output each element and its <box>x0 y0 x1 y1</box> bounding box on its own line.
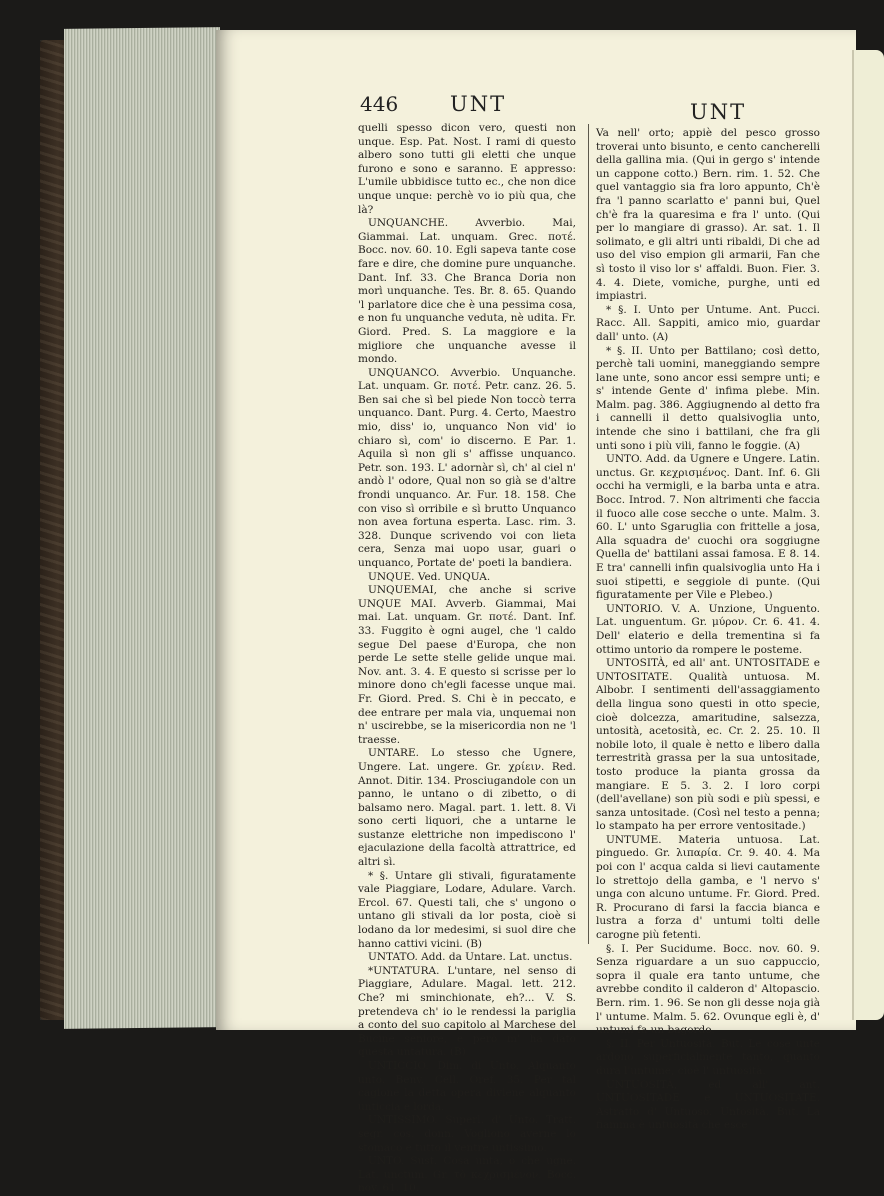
entry-untuosita: UNTUOSITÀ, ed all' ant. UNTUOSITADE e UNTUOSITATE. Astratto d' Untuoso. Untosità. But. La fiamma è untuosità che esce <box>596 1078 820 1132</box>
entry-untatura: *UNTATURA. L'untare, nel senso di Piaggiare, Adulare. Magal. lett. 212. Che? mi sminchionate, eh?... V. S. pretendeva ch' io le rendessi la pariglia a conto del suo capitolo al Marchese del Bucine seniore, e però m' ha dato questa untatura. (B) <box>358 964 576 1059</box>
right-headword: UNT <box>690 100 747 124</box>
entry-untissimo: UNTISSIMO. Superl. d' Unto. Tratt. segr. cos. donn. Vogliono averne lo stomaco e tutto il ventre untissimo. <box>358 1114 576 1154</box>
entry-untume-sub1: §. I. Per Sucidume. Bocc. nov. 60. 9. Senza riguardare a un suo cappuccio, sopra il quale era tanto untume, che avrebbe condito il calderon d' Altopascio. Bern. rim. 1. 96. Se non gli desse noja già l' untume. Malm. 5. 62. Ovunque egli è, d' untumi fa un bagordo. <box>596 942 820 1037</box>
entry-paragraph: quelli spesso dicon vero, questi non unque. Esp. Pat. Nost. I rami di questo albero sono tutti gli eletti che unque furono e sono e saranno. E appresso: L'umile ubbidisce tutto ec., che non dice unque unque: perchè vo io più qua, che là? <box>358 122 576 216</box>
entry-untume-sub2: §. II. Per Untuosità. But. Le cose unte ardono superficialmente tanto, quanto dura l'untume, cioè l' untuosità. <box>596 1037 820 1077</box>
entry-unquanche: UNQUANCHE. Avverbio. Mai, Giammai. Lat. unquam. Grec. ποτέ. Bocc. nov. 60. 10. Egli sapeva tante cose fare e dire, che domine pure unquanche. Dant. Inf. 33. Che Branca Doria non morì unquanche. Tes. Br. 8. 65. Quando 'l parlatore dice che è una pessima cosa, e non fu unquanche veduta, nè udita. Fr. Giord. Pred. S. La maggiore e la migliore che unquanche avesse il mondo. <box>358 217 576 366</box>
entry-unto-sust: UNTO. Sust. Cosa unta, o che ugne. Lat. unctum. Gr. τὸ κεχρισμένον. Bocc. nov. 61. 10. <box>358 1155 576 1195</box>
left-column <box>358 122 576 1195</box>
entry-untare: UNTARE. Lo stesso che Ugnere, Ungere. Lat. ungere. Gr. χρίειν. Red. Annot. Ditir. 134. Prosciugandole con un panno, le untano o di zibetto, o di balsamo nero. Magal. part. 1. lett. 8. Vi sono certi liquori, che a untarne le sustanze elettriche non impediscono l' ejaculazione della facoltà attrattrice, ed altri sì. <box>358 747 576 869</box>
entry-untorio: UNTORIO. V. A. Unzione, Unguento. Lat. unguentum. Gr. μύρον. Cr. 6. 41. 4. Dell' elaterio e della trementina si fa ottimo untorio da rompere le posteme. <box>596 602 820 656</box>
entry-untume: UNTUME. Materia untuosa. Lat. pinguedo. Gr. λιπαρία. Cr. 9. 40. 4. Ma poi con l' acqua calda si lievi cautamente lo strettojo della gamba, e 'l nervo s' unga con alcuno untume. Fr. Giord. Pred. R. Procurano di farsi la faccia bianca e lustra a forza d' untumi tolti delle carogne più fetenti. <box>596 833 820 942</box>
right-column <box>596 127 820 1132</box>
running-header <box>360 92 760 124</box>
entry-unto-sub2: * §. II. Unto per Battilano; così detto, perchè tali uomini, maneggiando sempre lane unte, sono ancor essi sempre unti; e s' intende Gente d' infima plebe. Min. Malm. pag. 386. Aggiugnendo al detto fra i cannelli il detto qualsivoglia unto, intende che sino i battilani, che fra gli unti sono i più vili, fanno le foggie. (A) <box>596 344 820 452</box>
entry-paragraph: Va nell' orto; appiè del pesco grosso troverai unto bisunto, e cento cancherelli della gallina mia. (Qui in gergo s' intende un cappone cotto.) Bern. rim. 1. 52. Che quel vantaggio sia fra loro appunto, Ch'è fra 'l panno scarlatto e' panni bui, Quel ch'è fra la quaresima e fra l' unto. (Qui per lo mangiare di grasso). Ar. sat. 1. Il solimato, e gli altri unti ribaldi, Di che ad uso del viso empion gli armarii, Fan che sì tosto il viso lor s' affaldi. Buon. Fier. 3. 4. 4. Diete, vomiche, purghe, unti ed impiastri. <box>596 127 820 303</box>
entry-untare-sub: * §. Untare gli stivali, figuratamente vale Piaggiare, Lodare, Adulare. Varch. Ercol. 67. Questi tali, che s' ungono o untano gli stivali da lor posta, cioè si lodano da lor medesimi, si suol dire che hanno cattivi vicini. (B) <box>358 869 576 950</box>
facing-page-edge <box>852 50 884 1020</box>
entry-unto-sub1: * §. I. Unto per Untume. Ant. Pucci. Racc. All. Sappiti, amico mio, guardar dall' unto. (A) <box>596 303 820 343</box>
entry-unquanco: UNQUANCO. Avverbio. Unquanche. Lat. unquam. Gr. ποτέ. Petr. canz. 26. 5. Ben sai che sì bel piede Non toccò terra unquanco. Dant. Purg. 4. Certo, Maestro mio, diss' io, unquanco Non vid' io chiaro sì, com' io discerno. E Par. 1. Aquila sì non gli s' affisse unquanco. Petr. son. 193. L' adornàr sì, ch' al ciel n' andò l' odore, Qual non so già se d'altre frondi unquanco. Ar. Fur. 18. 158. Che con viso sì orribile e sì brutto Unquanco non avea fortuna esperta. Lasc. rim. 3. 328. Dunque scrivendo voi con lieta cera, Senza mai uopo usar, guari o unquanco, Portate de' poeti la bandiera. <box>358 366 576 569</box>
entry-unquemai: UNQUEMAI, che anche si scrive UNQUE MAI. Avverb. Giammai, Mai mai. Lat. unquam. Gr. ποτέ. Dant. Inf. 33. Fuggito è ogni augel, che 'l caldo segue Del paese d'Europa, che non perde Le sette stelle gelide unque mai. Nov. ant. 3. 4. E questo si scrisse per lo minore dono ch'egli facesse unque mai. Fr. Giord. Pred. S. Chi è in peccato, e dee entrare per mala via, unquemai non n' uscirebbe, se la misericordia non ne 'l traesse. <box>358 584 576 746</box>
left-headword: UNT <box>450 92 507 116</box>
page-number: 446 <box>360 92 399 116</box>
entry-unticcio: UNTICCIO. Dim. di Unto. Alquanto unto. Benv. Cell. Oref. 35. Per tal cagione la detta opera diviene alquanto unticcia e lorda. <box>358 1059 576 1113</box>
entry-unque: UNQUE. Ved. UNQUA. <box>368 570 491 583</box>
entry-untosita: UNTOSITÀ, ed all' ant. UNTOSITADE e UNTOSITATE. Qualità untuosa. M. Albobr. I sentimenti dell'assaggiamento della lingua sono questi in otto specie, cioè dolcezza, amaritudine, salsezza, untosità, acetosità, ec. Cr. 2. 25. 10. Il nobile loto, il quale è netto e libero dalla terrestrità grassa per la sua untositade, tosto produce la pianta grossa da mangiare. E 5. 3. 2. I loro corpi (dell'avellane) son più sodi e più spessi, e sanza untositade. (Così nel testo a penna; lo stampato ha per errore ventositade.) <box>596 657 820 833</box>
entry-untato: UNTATO. Add. da Untare. Lat. unctus. <box>368 951 573 964</box>
column-divider <box>588 124 589 944</box>
entry-unto-add: UNTO. Add. da Ugnere e Ungere. Latin. unctus. Gr. κεχρισμένος. Dant. Inf. 6. Gli occhi ha vermigli, e la barba unta e atra. Bocc. Introd. 7. Non altrimenti che faccia il fuoco alle cose secche o unte. Malm. 3. 60. L' unto Sgaruglia con frittelle a josa, Alla squadra de' cuochi ora soggiugne Quella de' battilani assai famosa. E 8. 14. E tra' cannelli infin qualsivoglia unto Ha i suoi stipetti, e seggiole di punte. (Qui figuratamente per Vile e Plebeo.) <box>596 453 820 602</box>
page-edges <box>64 27 220 1029</box>
